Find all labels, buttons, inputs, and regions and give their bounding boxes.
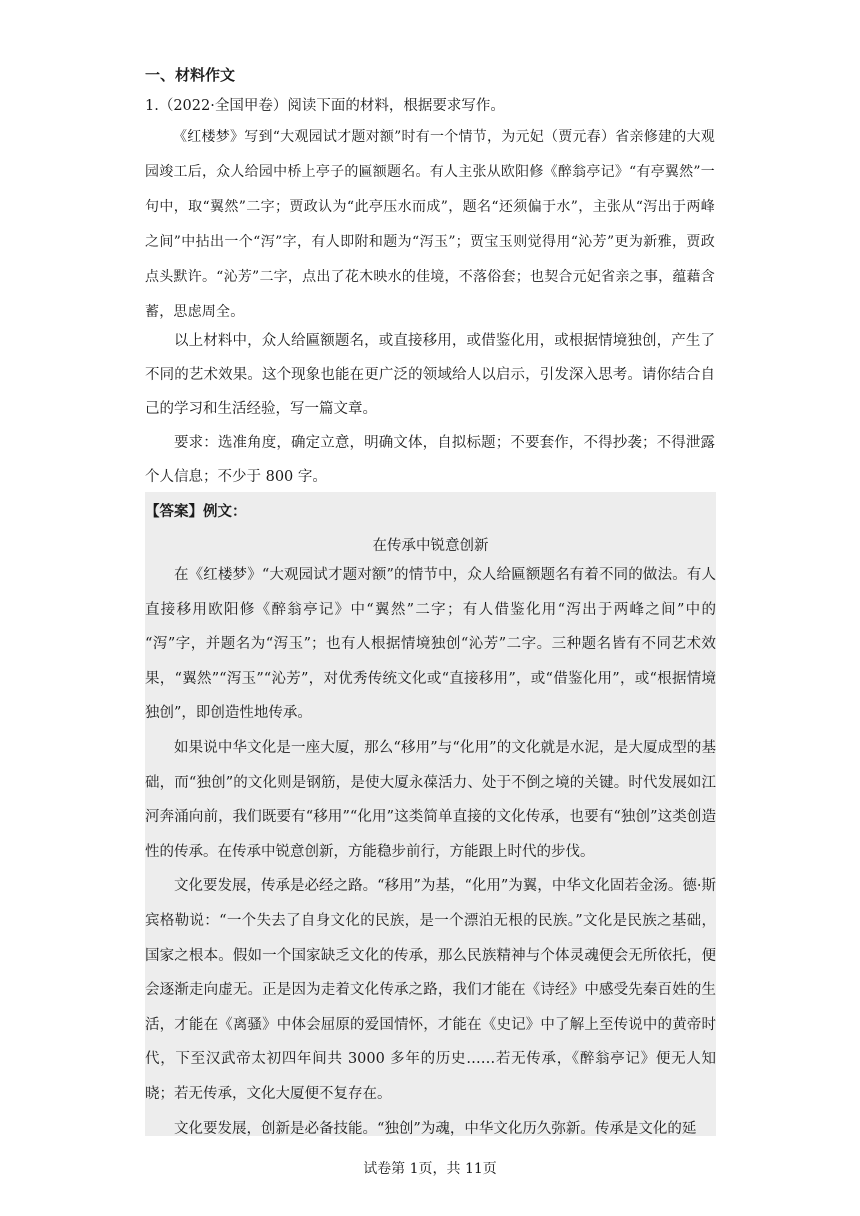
essay-paragraph: 文化要发展，传承是必经之路。“移用”为基，“化用”为翼，中华文化固若金汤。德·斯宾格勒说：“一个失去了自身文化的民族，是一个漂泊无根的民族。”文化是民族之基础，国家之根本。假如一个国家缺乏文化的传承，那么民族精神与个体灵魂便会无所依托，便会逐渐走向虚无。正是因为走着文化传承之路，我们才能在《诗经》中感受先秦百姓的生活，才能在《离骚》中体会屈原的爱国情怀，才能在《史记》中了解上至传说中的黄帝时代，下至汉武帝太初四年间共 3000 多年的历史……若无传承，《醉翁亭记》便无人知晓；若无传承，文化大厦便不复存在。: [145, 878, 716, 1102]
writing-prompt: [145, 324, 715, 494]
question-header: 1.（2022·全国甲卷）阅读下面的材料，根据要求写作。: [145, 98, 505, 114]
essay-paragraph: 如果说中华文化是一座大厦，那么“移用”与“化用”的文化就是水泥，是大厦成型的基础，而“独创”的文化则是钢筋，是使大厦永葆活力、处于不倒之境的关键。时代发展如江河奔涌向前，我们既要有“移用”“化用”这类简单直接的文化传承，也要有“独创”这类创造性的传承。在传承中锐意创新，方能稳步前行，方能跟上时代的步伐。: [145, 739, 716, 860]
answer-section: [145, 492, 716, 1136]
essay-body: [145, 558, 716, 1146]
requirements-paragraph: 要求：选准角度，确定立意，明确文体，自拟标题；不要套作，不得抄袭；不得泄露个人信息；不少于 800 字。: [145, 435, 715, 485]
page-footer: 试卷第 1页，共 11页: [363, 1161, 497, 1177]
essay-title: 在传承中锐意创新: [372, 538, 489, 554]
essay-paragraph: 在《红楼梦》“大观园试才题对额”的情节中，众人给匾额题名有着不同的做法。有人直接移用欧阳修《醉翁亭记》中“翼然”二字；有人借鉴化用“泻出于两峰之间”中的 “泻”字，并题名为“泻玉”；也有人根据情境独创“沁芳”二字。三种题名皆有不同艺术效果，“翼然”“泻玉”“沁芳”，对优秀传统文化或“直接移用”，或“借鉴化用”，或“根据情境独创”，即创造性地传承。: [145, 567, 716, 722]
material-text: [145, 120, 715, 330]
material-paragraph: 《红楼梦》写到“大观园试才题对额”时有一个情节，为元妃（贾元春）省亲修建的大观园竣工后，众人给园中桥上亭子的匾额题名。有人主张从欧阳修《醉翁亭记》“有亭翼然”一句中，取“翼然”二字；贾政认为“此亭压水而成”，题名“还须偏于水”，主张从“泻出于两峰之间”中拈出一个“泻”字，有人即附和题为“泻玉”；贾宝玉则觉得用“沁芳”更为新雅，贾政点头默许。“沁芳”二字，点出了花木映水的佳境，不落俗套；也契合元妃省亲之事，蕴藉含蓄，思虑周全。: [145, 129, 715, 320]
answer-label: 【答案】例文：: [145, 504, 247, 520]
essay-paragraph: 文化要发展，创新是必备技能。“独创”为魂，中华文化历久弥新。传承是文化的延: [174, 1120, 697, 1137]
section-title: 一、材料作文: [145, 66, 236, 84]
prompt-paragraph: 以上材料中，众人给匾额题名，或直接移用，或借鉴化用，或根据情境独创，产生了不同的艺术效果。这个现象也能在更广泛的领域给人以启示，引发深入思考。请你结合自己的学习和生活经验，写一篇文章。: [145, 333, 715, 417]
